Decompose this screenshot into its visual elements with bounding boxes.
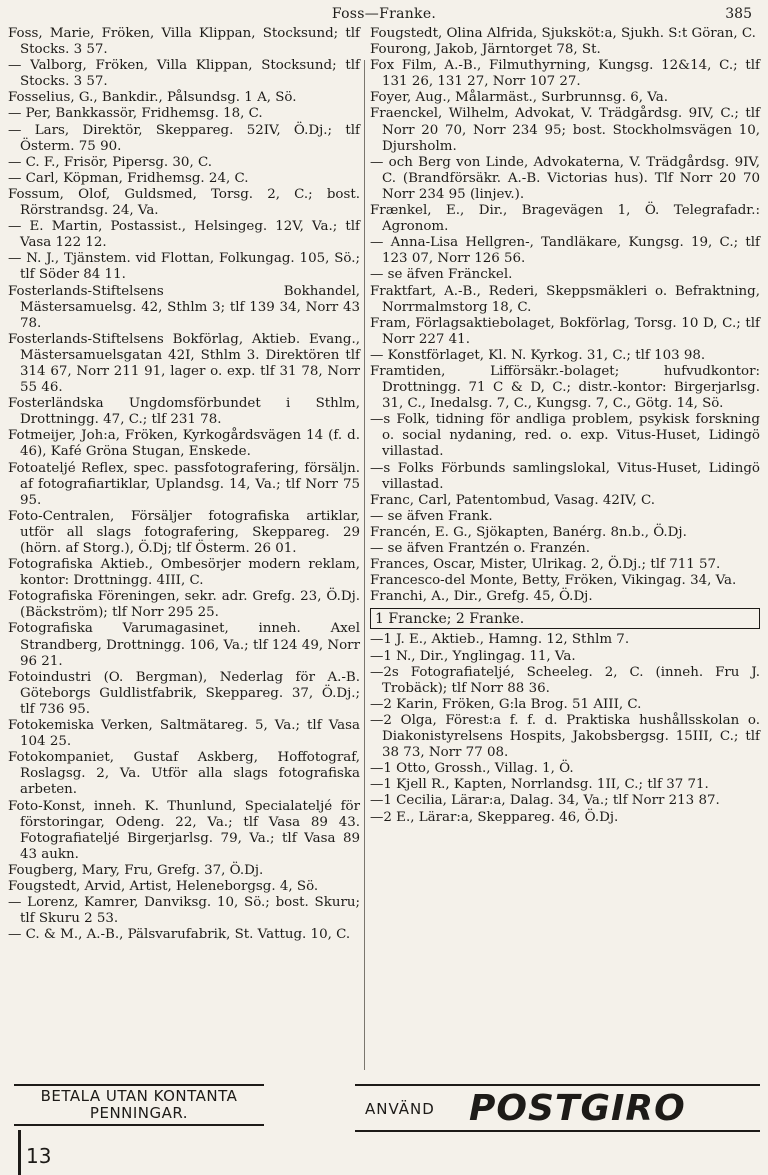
footer-ads xyxy=(0,1084,768,1144)
directory-entry: Foto-Konst, inneh. K. Thunlund, Specialateljé för förstoringar, Odeng. 22, Va.; tlf Vasa 89 43. Fotografiateljé Birgerjarlsg. 79, Va.; tlf Vasa 89 43 aukn. xyxy=(8,798,360,862)
directory-entry: Fotografiska Föreningen, sekr. adr. Grefg. 23, Ö.Dj. (Bäckström); tlf Norr 295 25. xyxy=(8,589,360,621)
directory-entry: — Anna-Lisa Hellgren-, Tandläkare, Kungsg. 19, C.; tlf 123 07, Norr 126 56. xyxy=(370,235,760,267)
directory-entry: —2 Karin, Fröken, G:la Brog. 51 AIII, C. xyxy=(370,696,642,712)
directory-entry: Fraenckel, Wilhelm, Advokat, V. Trädgårdsg. 9IV, C.; tlf Norr 20 70, Norr 234 95; bost. Stockholmsvägen 10, Djursholm. xyxy=(370,106,760,154)
directory-entry: —s Folks Förbunds samlingslokal, Vitus-Huset, Lidingö villastad. xyxy=(370,460,760,492)
directory-entry: —1 Cecilia, Lärar:a, Dalag. 34, Va.; tlf Norr 213 87. xyxy=(370,793,720,809)
directory-entry: — Per, Bankkassör, Fridhemsg. 18, C. xyxy=(8,106,263,122)
directory-entry: Fougstedt, Olina Alfrida, Sjuksköt:a, Sjukh. S:t Göran, C. xyxy=(370,26,756,41)
directory-entry: Fossum, Olof, Guldsmed, Torsg. 2, C.; bost. Rörstrandsg. 24, Va. xyxy=(8,186,360,219)
directory-entry: — N. J., Tjänstem. vid Flottan, Folkungag. 105, Sö.; tlf Söder 84 11. xyxy=(8,251,360,283)
directory-entry: Fotokemiska Verken, Saltmätareg. 5, Va.; tlf Vasa 104 25. xyxy=(8,718,360,750)
directory-entry: — Konstförlaget, Kl. N. Kyrkog. 31, C.; tlf 103 98. xyxy=(370,347,706,363)
directory-entry: —2 E., Lärar:a, Skeppareg. 46, Ö.Dj. xyxy=(370,809,619,825)
ad-postgiro xyxy=(355,1084,760,1132)
postgiro-logo: POSTGIRO xyxy=(469,1088,686,1129)
directory-entry: Francén, E. G., Sjökapten, Banérg. 8n.b., Ö.Dj. xyxy=(370,524,687,540)
ad-pay-without-cash xyxy=(14,1084,264,1126)
sheet-mark xyxy=(18,1130,21,1175)
sheet-number: 13 xyxy=(26,1144,52,1168)
directory-entry: —2s Fotografiateljé, Scheeleg. 2, C. (inneh. Fru J. Trobäck); tlf Norr 88 36. xyxy=(370,664,760,696)
directory-entry: Foss, Marie, Fröken, Villa Klippan, Stocksund; tlf Stocks. 3 57. xyxy=(8,26,360,58)
directory-entry: Fox Film, A.-B., Filmuthyrning, Kungsg. 12&14, C.; tlf 131 26, 131 27, Norr 107 27. xyxy=(370,58,760,90)
ad-right-prefix: ANVÄND xyxy=(365,1100,435,1118)
directory-entry: — Carl, Köpman, Fridhemsg. 24, C. xyxy=(8,170,249,186)
directory-entry: Fraktfart, A.-B., Rederi, Skeppsmäkleri o. Befraktning, Norrmalmstorg 18, C. xyxy=(370,283,760,315)
running-title: Foss—Franke. xyxy=(331,6,437,22)
right-column-entries-after-box xyxy=(370,632,760,825)
page-number: 385 xyxy=(725,6,752,22)
directory-entry: — Lorenz, Kamrer, Danviksg. 10, Sö.; bost. Skuru; tlf Skuru 2 53. xyxy=(8,895,360,927)
directory-entry: Fram, Förlagsaktiebolaget, Bokförlag, Torsg. 10 D, C.; tlf Norr 227 41. xyxy=(370,315,760,347)
directory-entry: Fosterländska Ungdomsförbundet i Sthlm, Drottningg. 47, C.; tlf 231 78. xyxy=(8,396,360,428)
directory-entry: —1 J. E., Aktieb., Hamng. 12, Sthlm 7. xyxy=(370,632,630,648)
directory-entry: Franchi, A., Dir., Grefg. 45, Ö.Dj. xyxy=(370,589,593,605)
directory-entry: —2 Olga, Förest:a f. f. d. Praktiska hushållsskolan o. Diakonistyrelsens Hospits, Jakobsbergsg. 15III, C.; tlf 38 73, Norr 77 08. xyxy=(370,712,760,761)
directory-entry: Fosterlands-Stiftelsens Bokhandel, Mästersamuelsg. 42, Sthlm 3; tlf 139 34, Norr 43 78. xyxy=(8,283,360,331)
directory-entry: Fotokompaniet, Gustaf Askberg, Hoffotograf, Roslagsg. 2, Va. Utför alla slags fotografiska arbeten. xyxy=(8,750,360,798)
directory-entry: Fotoateljé Reflex, spec. passfotografering, försäljn. af fotografiartiklar, Uplandsg. 14, Va.; tlf Norr 75 95. xyxy=(8,460,360,508)
right-column xyxy=(370,26,760,826)
directory-entry: — Valborg, Fröken, Villa Klippan, Stocksund; tlf Stocks. 3 57. xyxy=(8,58,360,90)
ad-left-line2: PENNINGAR. xyxy=(89,1104,189,1122)
directory-entry: Frænkel, E., Dir., Bragevägen 1, Ö. Telegrafadr.: Agronom. xyxy=(370,203,760,235)
directory-entry: Framtiden, Lifförsäkr.-bolaget; hufvudkontor: Drottningg. 71 C & D, C.; distr.-kontor: Birgerjarlsg. 31, C., Inedalsg. 7, C., Kungsg. 7, C., Götg. 14, Sö. xyxy=(370,363,760,412)
directory-entry: Fotografiska Varumagasinet, inneh. Axel Strandberg, Drottningg. 106, Va.; tlf 124 49, Norr 96 21. xyxy=(8,621,360,669)
directory-entry: Fougstedt, Arvid, Artist, Heleneborgsg. 4, Sö. xyxy=(8,878,319,894)
name-variant-box: 1 Francke; 2 Franke. xyxy=(370,608,760,629)
directory-entry: Foyer, Aug., Målarmäst., Surbrunnsg. 6, Va. xyxy=(370,90,668,106)
directory-entry: — se äfven Frantzén o. Franzén. xyxy=(370,541,591,556)
directory-entry: Franc, Carl, Patentombud, Vasag. 42IV, C. xyxy=(370,492,656,508)
directory-entry: — C. F., Frisör, Pipersg. 30, C. xyxy=(8,154,212,170)
directory-entry: Fougberg, Mary, Fru, Grefg. 37, Ö.Dj. xyxy=(8,862,264,878)
right-column-entries xyxy=(370,26,760,605)
directory-entry: Fosterlands-Stiftelsens Bokförlag, Aktieb. Evang., Mästersamuelsgatan 42I, Sthlm 3. Direktören tlf 314 67, Norr 211 91, lager o. exp. tlf 31 78, Norr 55 46. xyxy=(8,331,360,396)
ad-left-line1: BETALA UTAN KONTANTA xyxy=(40,1087,238,1105)
directory-entry: — och Berg von Linde, Advokaterna, V. Trädgårdsg. 9IV, C. (Brandförsäkr. A.-B. Victorias hus). Tlf Norr 20 70 Norr 234 95 (linjev.). xyxy=(370,154,760,202)
directory-entry: —1 Kjell R., Kapten, Norrlandsg. 1II, C.; tlf 37 71. xyxy=(370,777,709,793)
directory-entry: — E. Martin, Postassist., Helsingeg. 12V, Va.; tlf Vasa 122 12. xyxy=(8,219,360,251)
directory-entry: —1 Otto, Grossh., Villag. 1, Ö. xyxy=(370,761,574,777)
directory-entry: — C. & M., A.-B., Pälsvarufabrik, St. Vattug. 10, C. xyxy=(8,927,351,943)
directory-entry: Francesco-del Monte, Betty, Fröken, Vikingag. 34, Va. xyxy=(370,573,737,589)
directory-entry: Fotmeijer, Joh:a, Fröken, Kyrkogårdsvägen 14 (f. d. 46), Kafé Gröna Stugan, Enskede. xyxy=(8,428,360,460)
directory-entry: — Lars, Direktör, Skeppareg. 52IV, Ö.Dj.; tlf Österm. 75 90. xyxy=(8,122,360,154)
directory-entry: —1 N., Dir., Ynglingag. 11, Va. xyxy=(370,648,576,664)
left-column xyxy=(8,26,360,943)
directory-entry: Fosselius, G., Bankdir., Pålsundsg. 1 A, Sö. xyxy=(8,90,297,106)
column-divider xyxy=(364,60,365,1070)
directory-entry: Fourong, Jakob, Järntorget 78, St. xyxy=(370,42,601,58)
directory-entry: — se äfven Fränckel. xyxy=(370,267,513,283)
directory-entry: Fotografiska Aktieb., Ombesörjer modern reklam, kontor: Drottningg. 4III, C. xyxy=(8,557,360,589)
running-header xyxy=(0,4,768,26)
directory-entry: — se äfven Frank. xyxy=(370,508,493,524)
directory-entry: Foto-Centralen, Försäljer fotografiska artiklar, utför all slags fotografering, Skeppareg. 29 (hörn. af Storg.), Ö.Dj; tlf Österm. 26 01. xyxy=(8,508,360,556)
directory-entry: Frances, Oscar, Mister, Ulrikag. 2, Ö.Dj.; tlf 711 57. xyxy=(370,557,721,573)
directory-entry: —s Folk, tidning för andliga problem, psykisk forskning o. social nydaning, red. o. exp. Vitus-Huset, Lidingö villastad. xyxy=(370,412,760,460)
directory-entry: Fotoindustri (O. Bergman), Nederlag för A.-B. Göteborgs Guldlistfabrik, Skeppareg. 37, Ö.Dj.; tlf 736 95. xyxy=(8,669,360,717)
